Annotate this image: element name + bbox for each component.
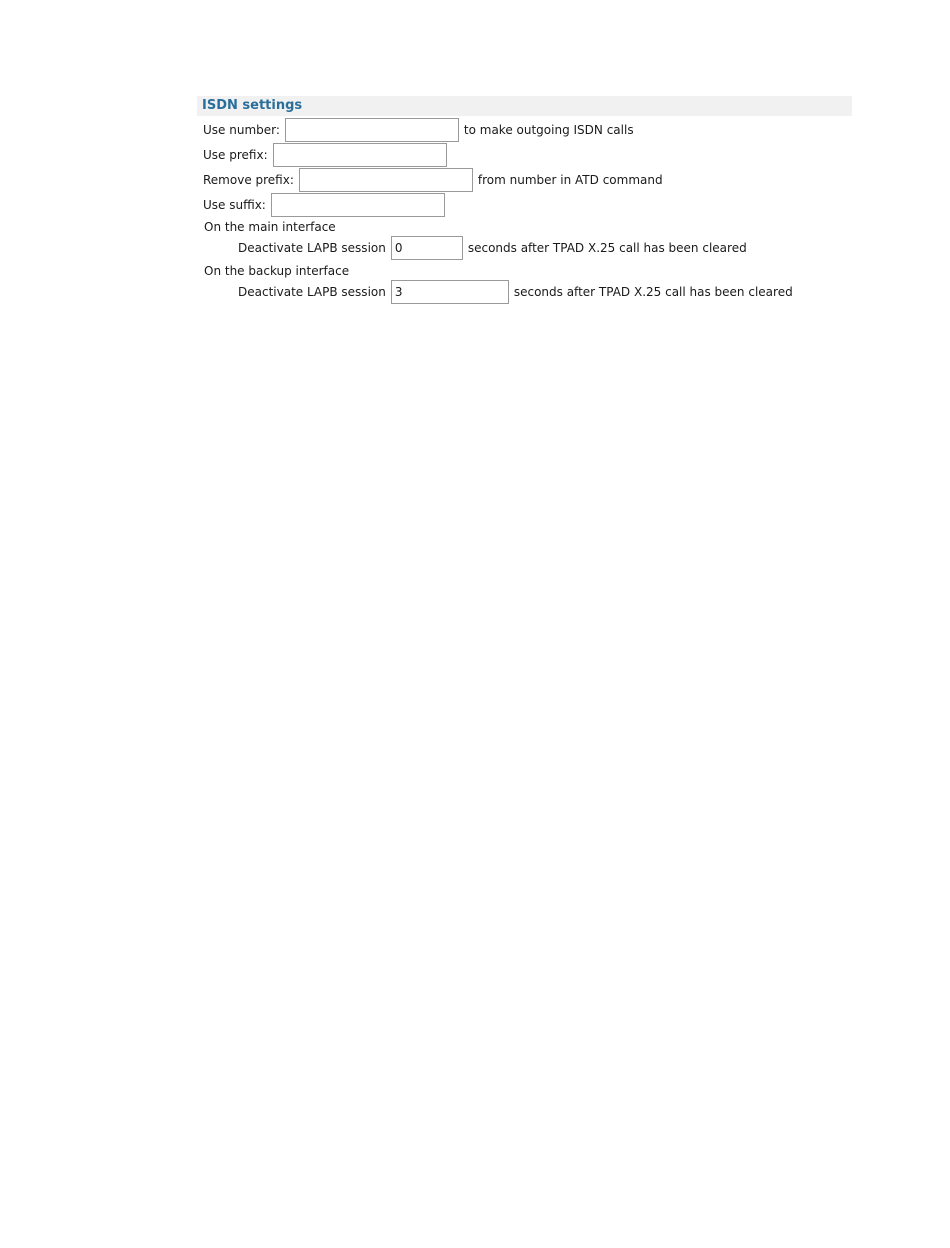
remove-prefix-suffix-text: from number in ATD command	[477, 173, 663, 187]
use-number-label: Use number:	[203, 123, 280, 137]
use-number-suffix-text: to make outgoing ISDN calls	[463, 123, 634, 137]
remove-prefix-input[interactable]	[299, 168, 473, 192]
remove-prefix-label: Remove prefix:	[203, 173, 294, 187]
backup-deactivate-seconds-input[interactable]	[391, 280, 509, 304]
use-number-row	[203, 118, 634, 142]
backup-after-text: seconds after TPAD X.25 call has been cleared	[513, 285, 793, 299]
remove-prefix-row	[203, 168, 663, 192]
isdn-settings-panel	[197, 96, 852, 299]
backup-interface-heading: On the backup interface	[204, 264, 350, 278]
use-prefix-row	[203, 143, 452, 167]
use-prefix-input[interactable]	[273, 143, 447, 167]
main-after-text: seconds after TPAD X.25 call has been cleared	[467, 241, 747, 255]
backup-deactivate-label: Deactivate LAPB session	[238, 285, 386, 299]
main-interface-row	[238, 236, 747, 260]
use-suffix-label: Use suffix:	[203, 198, 266, 212]
backup-interface-row	[238, 280, 793, 304]
main-interface-heading: On the main interface	[204, 220, 336, 234]
use-number-input[interactable]	[285, 118, 459, 142]
main-deactivate-label: Deactivate LAPB session	[238, 241, 386, 255]
use-prefix-label: Use prefix:	[203, 148, 268, 162]
main-deactivate-seconds-input[interactable]	[391, 236, 463, 260]
use-suffix-input[interactable]	[271, 193, 445, 217]
section-title: ISDN settings	[197, 96, 852, 116]
use-suffix-row	[203, 193, 450, 217]
